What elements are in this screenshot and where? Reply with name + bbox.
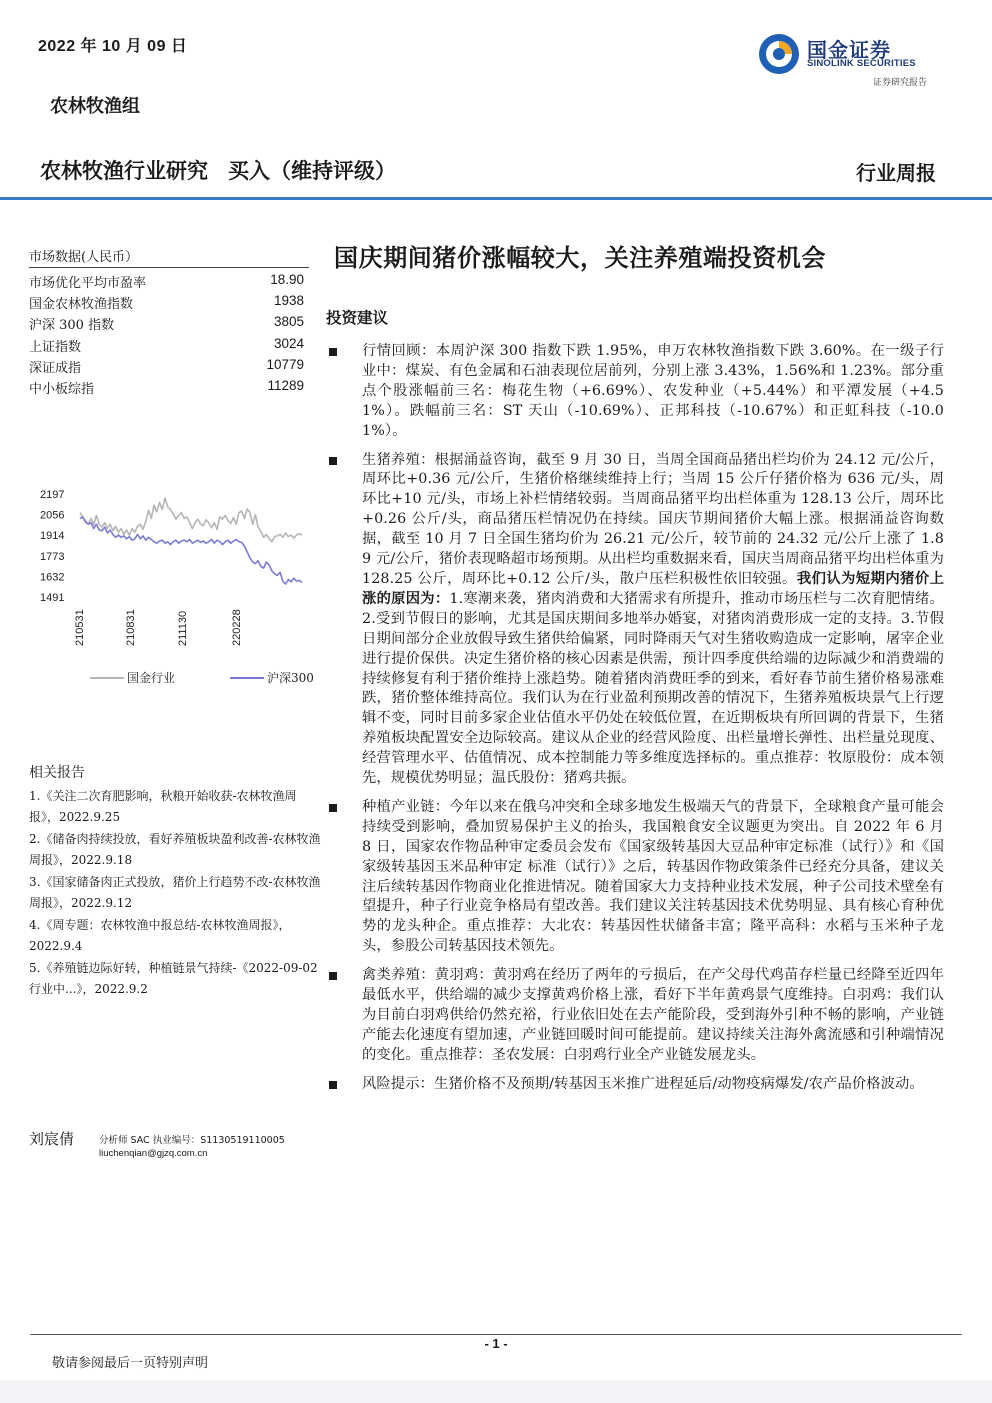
market-value: 11289 [267,377,304,393]
bullet-text: 风险提示：生猪价格不及预期/转基因玉米推广进程延后/动物疫病爆发/农产品价格波动。 [362,1075,924,1092]
investment-points [326,342,944,1104]
x-tick-label: 210531 [74,609,86,646]
analyst-name: 刘宸倩 [29,1130,75,1148]
index-line-chart [28,480,318,695]
market-row [29,314,309,335]
market-row [29,272,309,293]
market-label: 上证指数 [29,339,82,355]
logo-subtitle: 证券研究报告 [873,78,928,88]
bullet-planting-chain [326,798,944,957]
logo-emblem-icon [757,32,801,76]
analyst-email[interactable]: liuchenqian@gjzq.com.cn [99,1148,208,1159]
legend-label: 沪深300 [267,671,314,685]
market-row [29,336,309,357]
analyst-cert: 分析师 SAC 执业编号：S1130519110005 [99,1135,285,1146]
page-number: - 1 - [484,1336,508,1351]
y-tick-label: 1914 [40,530,65,543]
report-headline: 国庆期间猪价涨幅较大，关注养殖端投资机会 [334,243,826,272]
bullet-risk-warning [326,1075,944,1095]
x-tick-label: 211130 [177,610,189,646]
legend-label: 国金行业 [127,671,176,685]
bullet-text-continued: 1.寒潮来袭，猪肉消费和大猪需求有所提升，推动市场压栏与二次育肥情绪。2.受到节假日的影响，尤其是国庆期间多地举办婚宴，对猪肉消费形成一定的支持。3.节假日期间部分企业放假导致生猪供给偏紧，同时降雨天气对生猪收购造成一定影响，屠宰企业进行提价保供。决定生猪价格的核心因素是供需，预计四季度供给端的边际减少和消费端的持续修复有利于猪价维持上涨趋势。随着猪肉消费旺季的到来，看好春节前生猪价格易涨难跌，猪价整体维持高位。我们认为在行业盈利预期改善的情况下，生猪养殖板块景气上行逻辑不变，同时目前多家企业估值水平仍处在较低位置，在近期板块有所回调的背景下，生猪养殖板块配置安全边际较高。建议从企业的经营风险度、出栏量增长弹性、出栏量兑现度、经营管理水平、估值情况、成本控制能力等多维度选择标的。重点推荐：牧原股份：成本领先，规模优势明显；温氏股份：猪鸡共振。 [362,590,945,787]
report-date: 2022 年 10 月 09 日 [38,38,188,55]
related-reports [29,763,321,1001]
rating-label: 买入（维持评级） [228,159,396,183]
related-report-item[interactable]: 5.《养殖链边际好转，种植链景气持续-《2022-09-02 行业中...》，2022.9.2 [29,961,318,996]
y-tick-label: 2056 [40,509,65,522]
market-data-panel [29,246,309,399]
footer-divider [30,1334,962,1335]
bullet-hog-farming [326,451,944,789]
bullet-market-review [326,342,944,442]
market-value: 3805 [273,314,304,330]
market-value: 10779 [266,356,304,372]
market-label: 沪深 300 指数 [29,318,115,334]
section-title: 投资建议 [326,308,389,327]
market-value: 3024 [273,335,304,351]
related-report-item[interactable]: 4.《周专题：农林牧渔中报总结-农林牧渔周报》，2022.9.4 [29,918,291,953]
y-tick-label: 1632 [40,571,65,584]
logo-chinese-name: 国金证券 [807,38,891,62]
market-data-rule [29,267,309,268]
y-tick-label: 1773 [40,550,65,563]
bullet-emphasis: 我们认为短期内猪价上涨的原因为： [362,570,944,607]
bullet-text: 禽类养殖：黄羽鸡：黄羽鸡在经历了两年的亏损后，在产父母代鸡苗存栏量已经降至近四年最低水平，供给端的减少支撑黄鸡价格上涨，看好下半年黄鸡景气度维持。白羽鸡：我们认为目前白羽鸡供给仍然充裕，行业依旧处在去产能阶段，受到海外引种不畅的影响，产业链产能去化速度有望加速，产业链回暖时间可能提前。建议持续关注海外禽流感和引种端情况的变化。重点推荐：圣农发展：白羽鸡行业全产业链发展龙头。 [362,967,944,1063]
x-tick-label: 220228 [231,609,243,646]
market-data-heading: 市场数据(人民币） [29,250,139,265]
related-report-item[interactable]: 2.《储备肉持续投放，看好养殖板块盈利改善-农林牧渔周报》，2022.9.18 [29,832,321,867]
company-logo [757,30,947,90]
related-report-item[interactable]: 3.《国家储备肉正式投放，猪价上行趋势不改-农林牧渔周报》，2022.9.12 [29,875,321,910]
industry-label: 农林牧渔行业研究 [40,159,208,183]
bullet-text: 行情回顾：本周沪深 300 指数下跌 1.95%，申万农林牧渔指数下跌 3.60%。在一级子行业中：煤炭、有色金属和石油表现位居前列，分别上涨 3.43%，1.56%和 1.23%。部分重点个股涨幅前三名：梅花生物（+6.69%）、农发种业（+5.44%）和平潭发展（+4.51%）。跌幅前三名：ST 天山（-10.69%）、正邦科技（-10.67%）和正虹科技（-10.01%）。 [362,343,944,439]
market-label: 深证成指 [29,360,82,376]
research-group: 农林牧渔组 [50,96,140,117]
footer-disclaimer: 敬请参阅最后一页特别声明 [52,1356,209,1371]
bullet-text: 种植产业链：今年以来在俄乌冲突和全球多地发生极端天气的背景下，全球粮食产量可能会持续受到影响，叠加贸易保护主义的抬头，我国粮食安全议题更为突出。自 2022 年 6 月 8 日，国家农作物品种审定委员会发布《国家级转基因大豆品种审定标准（试行）》和《国家级转基因玉米品种审定 标准（试行）》之后，转基因作物政策条件已经充分具备，建议关注后续转基因作物商业化推进情况。随着国家大力支持种业技术发展，种子公司技术壁垒有望提升，种子行业竞争格局有望改善。我们建议关注转基因技术优势明显、具有核心育种优势的龙头种企。重点推荐：大北农：转基因性状储备丰富；隆平高科：水稻与玉米种子龙头，参股公司转基因技术领先。 [362,798,944,955]
market-label: 市场优化平均市盈率 [29,276,147,291]
market-label: 中小板综指 [29,381,95,397]
report-type: 行业周报 [856,161,936,185]
market-value: 18.90 [270,272,304,287]
market-row [29,293,309,314]
header-divider [0,197,992,200]
market-row [29,378,309,399]
y-tick-label: 2197 [40,489,65,501]
y-tick-label: 1491 [40,592,65,604]
report-title-row [40,155,416,185]
bullet-text: 生猪养殖：根据涌益咨询，截至 9 月 30 日，当周全国商品猪出栏均价为 24.12 元/公斤，周环比+0.36 元/公斤，生猪价格继续维持上行；当周 15 公斤仔猪价格为 636 元/头，周环比+10 元/头，市场上补栏情绪较弱。当周商品猪平均出栏体重为 128.13 公斤，周环比+0.26 公斤/头，商品猪压栏情况仍在持续。国庆节期间猪价大幅上涨。根据涌益咨询数据，截至 10 月 7 日全国生猪均价为 26.21 元/公斤，较节前的 24.32 元/公斤上涨了 1.89 元/公斤，猪价表现略超市场预期。从出栏均重数据来看，国庆当周商品猪平均出栏体重为 128.25 公斤，周环比+0.12 公斤/头，散户压栏积极性依旧较强。 [362,451,944,587]
logo-english-name: SINOLINK SECURITIES [807,58,916,69]
market-label: 国金农林牧渔指数 [29,297,134,313]
bullet-poultry [326,966,944,1066]
related-report-item[interactable]: 1.《关注二次育肥影响，秋粮开始收获-农林牧渔周报》，2022.9.25 [29,789,297,824]
bottom-band [0,1380,992,1403]
x-tick-label: 210831 [125,609,137,646]
market-value: 1938 [273,293,304,309]
market-row [29,357,309,378]
related-reports-heading: 相关报告 [29,765,85,781]
